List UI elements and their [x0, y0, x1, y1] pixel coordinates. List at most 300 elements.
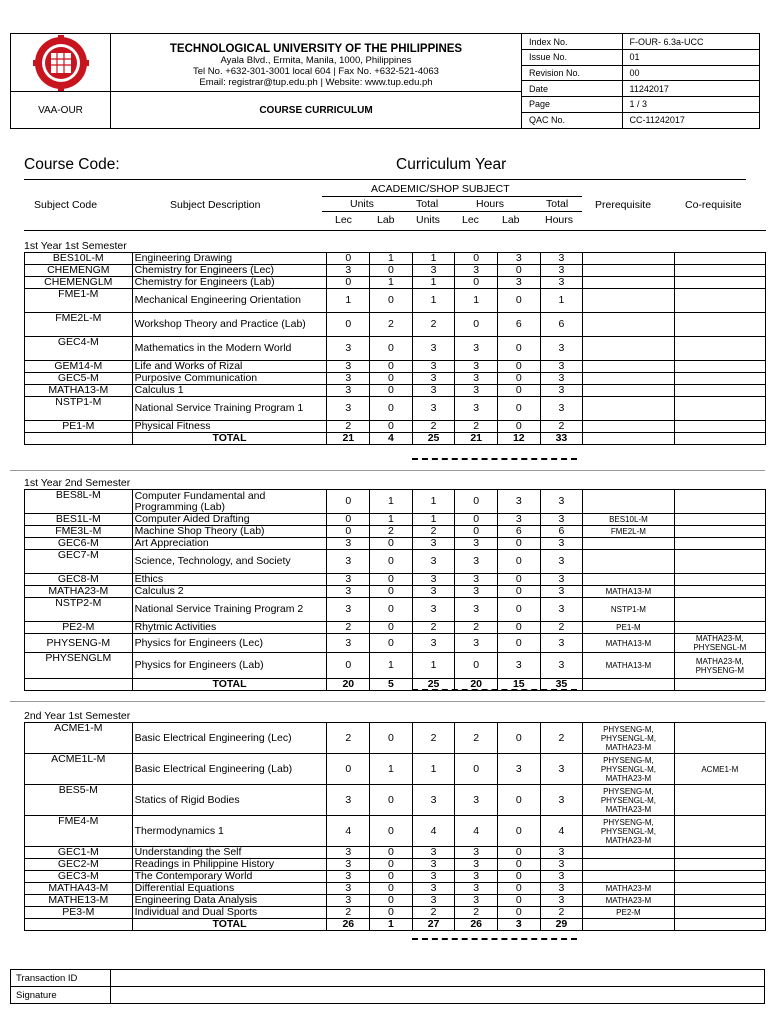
subject-code-cell: PE1-M [25, 421, 133, 433]
table-row [25, 337, 766, 361]
units-lec-cell: 2 [327, 622, 370, 634]
footer-table [10, 969, 765, 1004]
total-label: TOTAL [132, 679, 327, 691]
semester-table [24, 722, 766, 931]
subject-code-cell: GEM14-M [25, 361, 133, 373]
meta-value: 1 / 3 [622, 97, 759, 113]
hours-lec-cell: 0 [455, 490, 498, 514]
meta-value: CC-11242017 [629, 115, 685, 126]
prerequisite-cell: PHYSENG-M, PHYSENGL-M, MATHA23-M [583, 785, 674, 816]
subject-description-cell: Physical Fitness [132, 421, 327, 433]
corequisite-cell [674, 847, 765, 859]
subject-code-cell: GEC6-M [25, 538, 133, 550]
prerequisite-cell [583, 538, 674, 550]
prerequisite-cell [583, 490, 674, 514]
total-hours-cell: 3 [540, 871, 583, 883]
table-row [25, 785, 766, 816]
total-value: 26 [327, 919, 370, 931]
total-hours-cell: 3 [540, 265, 583, 277]
signature-field [111, 987, 765, 1004]
units-lec-cell: 0 [327, 277, 370, 289]
total-hours-cell: 6 [540, 313, 583, 337]
units-lec-cell: 3 [327, 337, 370, 361]
total-value: 15 [497, 679, 540, 691]
total-hours-cell: 3 [540, 574, 583, 586]
corequisite-cell [674, 514, 765, 526]
subject-code-cell: NSTP2-M [25, 598, 133, 622]
subject-description-cell: Mathematics in the Modern World [132, 337, 327, 361]
prerequisite-cell: PE1-M [583, 622, 674, 634]
total-value: 33 [540, 433, 583, 445]
prerequisite-cell: PHYSENG-M, PHYSENGL-M, MATHA23-M [583, 816, 674, 847]
subject-description-cell: Computer Fundamental and Programming (Lab) [132, 490, 327, 514]
units-lab-cell: 2 [370, 526, 413, 538]
table-row [25, 653, 766, 679]
total-hours-cell: 2 [540, 622, 583, 634]
units-lec-cell: 2 [327, 723, 370, 754]
total-units-cell: 3 [412, 385, 455, 397]
total-blank-cell [583, 433, 674, 445]
lec-header: Lec [335, 214, 352, 226]
units-lab-cell: 0 [370, 337, 413, 361]
corequisite-cell [674, 538, 765, 550]
corequisite-cell [674, 859, 765, 871]
hours-lab-cell: 3 [497, 754, 540, 785]
corequisite-cell [674, 895, 765, 907]
total-blank-cell [674, 679, 765, 691]
total-units-header-2: Units [416, 214, 440, 226]
meta-row [522, 50, 759, 66]
subject-description-cell: Engineering Data Analysis [132, 895, 327, 907]
table-row [25, 574, 766, 586]
prerequisite-cell: PHYSENG-M, PHYSENGL-M, MATHA23-M [583, 723, 674, 754]
total-blank-cell [25, 433, 133, 445]
total-hours-cell: 4 [540, 816, 583, 847]
subject-description-cell: Life and Works of Rizal [132, 361, 327, 373]
total-units-cell: 3 [412, 550, 455, 574]
units-lab-cell: 1 [370, 253, 413, 265]
subject-description-cell: Ethics [132, 574, 327, 586]
subject-description-cell: Differential Equations [132, 883, 327, 895]
table-row [25, 490, 766, 514]
subject-code-cell: PE2-M [25, 622, 133, 634]
table-row [25, 397, 766, 421]
subject-description-cell: Individual and Dual Sports [132, 907, 327, 919]
total-hours-cell: 3 [540, 514, 583, 526]
hours-lec-cell: 3 [455, 871, 498, 883]
subject-description-cell: Workshop Theory and Practice (Lab) [132, 313, 327, 337]
total-blank-cell [583, 919, 674, 931]
corequisite-cell [674, 907, 765, 919]
meta-value: F-OUR- 6.3a-UCC [622, 34, 759, 50]
hours-lab-cell: 0 [497, 723, 540, 754]
table-row [25, 265, 766, 277]
prerequisite-header: Prerequisite [595, 199, 652, 211]
hours-lec-cell: 2 [455, 421, 498, 433]
hours-lab-cell: 0 [497, 622, 540, 634]
units-lec-cell: 0 [327, 253, 370, 265]
table-row [25, 847, 766, 859]
table-row [25, 598, 766, 622]
meta-key: Page [522, 97, 622, 113]
meta-key: Index No. [522, 34, 622, 50]
hours-lec-cell: 2 [455, 907, 498, 919]
hours-lec-cell: 3 [455, 847, 498, 859]
subject-description-cell: Chemistry for Engineers (Lec) [132, 265, 327, 277]
corequisite-cell [674, 723, 765, 754]
hours-lab-cell: 0 [497, 421, 540, 433]
subject-code-cell: PHYSENG-M [25, 634, 133, 653]
hours-lec-cell: 1 [455, 289, 498, 313]
total-value: 20 [327, 679, 370, 691]
table-row [25, 622, 766, 634]
hours-lec-cell: 3 [455, 586, 498, 598]
corequisite-cell [674, 421, 765, 433]
subject-code-cell: PE3-M [25, 907, 133, 919]
hours-lec-cell: 3 [455, 538, 498, 550]
hours-lec-cell: 2 [455, 622, 498, 634]
total-hours-header: Total [546, 198, 569, 210]
subject-code-cell: GEC5-M [25, 373, 133, 385]
subject-description-cell: Understanding the Self [132, 847, 327, 859]
subject-description-cell: Thermodynamics 1 [132, 816, 327, 847]
total-hours-cell: 3 [540, 337, 583, 361]
corequisite-cell [674, 816, 765, 847]
subject-description-cell: Basic Electrical Engineering (Lec) [132, 723, 327, 754]
lab-header: Lab [377, 214, 395, 226]
prerequisite-cell [583, 550, 674, 574]
prerequisite-cell [583, 313, 674, 337]
total-value: 20 [455, 679, 498, 691]
total-units-cell: 3 [412, 847, 455, 859]
corequisite-cell: ACME1-M [674, 754, 765, 785]
total-value: 27 [412, 919, 455, 931]
subject-code-cell: MATHA13-M [25, 385, 133, 397]
prerequisite-cell: BES10L-M [583, 514, 674, 526]
subject-description-cell: National Service Training Program 1 [132, 397, 327, 421]
total-row [25, 679, 766, 691]
subject-code-cell: GEC4-M [25, 337, 133, 361]
total-value: 25 [412, 433, 455, 445]
dashed-rule [412, 458, 577, 460]
total-units-cell: 3 [412, 361, 455, 373]
units-lec-cell: 3 [327, 598, 370, 622]
transaction-id-label: Transaction ID [11, 970, 111, 987]
units-lec-cell: 3 [327, 397, 370, 421]
prerequisite-cell [583, 337, 674, 361]
corequisite-cell: MATHA23-M, PHYSENGL-M [674, 634, 765, 653]
units-lec-cell: 0 [327, 754, 370, 785]
table-row [25, 361, 766, 373]
total-hours-cell: 3 [540, 385, 583, 397]
hours-lec-cell: 0 [455, 653, 498, 679]
total-hours-cell: 3 [540, 754, 583, 785]
total-units-cell: 2 [412, 622, 455, 634]
prerequisite-cell [583, 859, 674, 871]
hours-lec-cell: 4 [455, 816, 498, 847]
total-units-cell: 3 [412, 373, 455, 385]
corequisite-cell [674, 586, 765, 598]
table-row [25, 723, 766, 754]
prerequisite-cell: MATHA13-M [583, 634, 674, 653]
prerequisite-cell: NSTP1-M [583, 598, 674, 622]
subject-code-cell: MATHA23-M [25, 586, 133, 598]
prerequisite-cell [583, 253, 674, 265]
hours-lab-cell: 6 [497, 526, 540, 538]
prerequisite-cell: MATHA13-M [583, 586, 674, 598]
university-contact: Tel No. +632-301-3001 local 604 | Fax No. +632-521-4063 [193, 66, 439, 77]
units-lec-cell: 3 [327, 574, 370, 586]
hours-lab-cell: 0 [497, 397, 540, 421]
hours-lec-cell: 0 [455, 526, 498, 538]
subject-description-cell: Statics of Rigid Bodies [132, 785, 327, 816]
hours-lab-cell: 0 [497, 574, 540, 586]
units-lab-cell: 0 [370, 847, 413, 859]
department-code: VAA-OUR [11, 92, 111, 128]
hours-lec-cell: 0 [455, 514, 498, 526]
prerequisite-cell: PE2-M [583, 907, 674, 919]
total-units-cell: 3 [412, 397, 455, 421]
total-row [25, 433, 766, 445]
hours-lec-cell: 3 [455, 397, 498, 421]
total-value: 1 [370, 919, 413, 931]
units-lec-cell: 3 [327, 385, 370, 397]
total-label: TOTAL [132, 433, 327, 445]
prerequisite-cell [583, 289, 674, 313]
units-lab-cell: 0 [370, 538, 413, 550]
hours-lec-header: Lec [462, 214, 479, 226]
units-lab-cell: 0 [370, 361, 413, 373]
meta-key: Revision No. [522, 65, 622, 81]
subject-description-cell: Art Appreciation [132, 538, 327, 550]
table-row [25, 634, 766, 653]
total-value: 26 [455, 919, 498, 931]
units-lab-cell: 0 [370, 634, 413, 653]
total-label: TOTAL [132, 919, 327, 931]
subject-code-cell: FME4-M [25, 816, 133, 847]
total-value: 12 [497, 433, 540, 445]
total-hours-cell: 3 [540, 361, 583, 373]
total-hours-cell: 3 [540, 397, 583, 421]
prerequisite-cell [583, 277, 674, 289]
meta-row [522, 65, 759, 81]
units-lec-cell: 3 [327, 586, 370, 598]
subject-code-cell: ACME1-M [25, 723, 133, 754]
corequisite-cell [674, 574, 765, 586]
meta-row [522, 81, 759, 97]
subject-description-cell: Purposive Communication [132, 373, 327, 385]
units-lec-cell: 2 [327, 421, 370, 433]
meta-value: 01 [622, 50, 759, 66]
hours-lab-cell: 0 [497, 895, 540, 907]
prerequisite-cell [583, 361, 674, 373]
prerequisite-cell [583, 385, 674, 397]
meta-value: 11242017 [622, 81, 759, 97]
meta-key: Date [522, 81, 622, 97]
units-lec-cell: 4 [327, 816, 370, 847]
total-hours-cell: 3 [540, 538, 583, 550]
total-units-cell: 3 [412, 598, 455, 622]
hours-lec-cell: 0 [455, 313, 498, 337]
subject-description-cell: Calculus 2 [132, 586, 327, 598]
total-hours-cell: 1 [540, 289, 583, 313]
hours-lec-cell: 3 [455, 265, 498, 277]
table-row [25, 289, 766, 313]
table-row [25, 514, 766, 526]
total-hours-cell: 3 [540, 883, 583, 895]
units-lab-cell: 0 [370, 265, 413, 277]
hours-lab-cell: 0 [497, 373, 540, 385]
table-row [25, 313, 766, 337]
university-address: Ayala Blvd., Ermita, Manila, 1000, Philippines [220, 55, 412, 66]
corequisite-cell [674, 361, 765, 373]
subject-code-cell: GEC1-M [25, 847, 133, 859]
total-blank-cell [25, 679, 133, 691]
table-row [25, 421, 766, 433]
total-hours-cell: 2 [540, 421, 583, 433]
corequisite-cell [674, 253, 765, 265]
corequisite-cell [674, 277, 765, 289]
subject-code-cell: FME1-M [25, 289, 133, 313]
hours-lec-cell: 3 [455, 895, 498, 907]
subject-code-header: Subject Code [34, 199, 98, 211]
total-value: 29 [540, 919, 583, 931]
university-block [111, 34, 521, 92]
units-lec-cell: 3 [327, 265, 370, 277]
subject-code-cell: MATHA43-M [25, 883, 133, 895]
units-lab-cell: 0 [370, 550, 413, 574]
corequisite-cell [674, 871, 765, 883]
university-logo [11, 34, 111, 92]
total-units-cell: 3 [412, 538, 455, 550]
total-units-cell: 3 [412, 574, 455, 586]
total-units-cell: 3 [412, 883, 455, 895]
hours-lab-cell: 0 [497, 361, 540, 373]
table-row [25, 871, 766, 883]
subject-description-cell: Engineering Drawing [132, 253, 327, 265]
course-code-label: Course Code: [24, 156, 120, 173]
corequisite-cell [674, 598, 765, 622]
meta-value: 00 [622, 65, 759, 81]
table-row [25, 385, 766, 397]
subject-code-cell: GEC3-M [25, 871, 133, 883]
hours-lec-cell: 3 [455, 598, 498, 622]
hours-lab-cell: 0 [497, 859, 540, 871]
total-row [25, 919, 766, 931]
prerequisite-cell: MATHA23-M [583, 883, 674, 895]
units-lab-cell: 0 [370, 883, 413, 895]
hours-lab-header: Lab [502, 214, 520, 226]
total-value: 5 [370, 679, 413, 691]
corequisite-cell [674, 785, 765, 816]
units-lab-cell: 0 [370, 289, 413, 313]
tup-seal-icon [33, 35, 89, 91]
hours-lec-cell: 3 [455, 385, 498, 397]
subject-code-cell: FME2L-M [25, 313, 133, 337]
hours-header: Hours [476, 198, 505, 210]
units-lab-cell: 0 [370, 723, 413, 754]
units-lab-cell: 1 [370, 653, 413, 679]
corequisite-cell [674, 622, 765, 634]
hours-lec-cell: 0 [455, 277, 498, 289]
prerequisite-cell [583, 265, 674, 277]
corequisite-header: Co-requisite [685, 199, 742, 211]
divider [24, 230, 766, 231]
total-hours-cell: 2 [540, 723, 583, 754]
subject-description-cell: National Service Training Program 2 [132, 598, 327, 622]
units-lec-cell: 2 [327, 907, 370, 919]
corequisite-cell [674, 265, 765, 277]
semester-title: 1st Year 1st Semester [24, 240, 127, 252]
prerequisite-cell: MATHA23-M [583, 895, 674, 907]
subject-description-cell: Rhytmic Activities [132, 622, 327, 634]
total-units-cell: 2 [412, 313, 455, 337]
meta-row [522, 34, 759, 50]
total-value: 21 [327, 433, 370, 445]
subject-code-cell: FME3L-M [25, 526, 133, 538]
total-units-cell: 1 [412, 490, 455, 514]
signature-label: Signature [11, 987, 111, 1004]
total-hours-cell: 3 [540, 847, 583, 859]
subject-description-cell: Basic Electrical Engineering (Lab) [132, 754, 327, 785]
document-header [10, 33, 760, 129]
units-lec-cell: 0 [327, 313, 370, 337]
table-row [25, 907, 766, 919]
total-units-cell: 3 [412, 785, 455, 816]
subject-description-cell: Machine Shop Theory (Lab) [132, 526, 327, 538]
hours-lab-cell: 0 [497, 265, 540, 277]
semester-table [24, 489, 766, 691]
units-lab-cell: 0 [370, 385, 413, 397]
total-units-cell: 3 [412, 337, 455, 361]
hours-lab-cell: 0 [497, 816, 540, 847]
total-units-cell: 3 [412, 586, 455, 598]
total-hours-cell: 3 [540, 490, 583, 514]
subject-code-cell: MATHE13-M [25, 895, 133, 907]
total-hours-cell: 3 [540, 634, 583, 653]
subject-code-cell: NSTP1-M [25, 397, 133, 421]
total-value: 4 [370, 433, 413, 445]
hours-lec-cell: 3 [455, 361, 498, 373]
units-lab-cell: 0 [370, 895, 413, 907]
units-lec-cell: 3 [327, 550, 370, 574]
course-row [24, 156, 744, 178]
table-row [25, 895, 766, 907]
total-units-cell: 2 [412, 907, 455, 919]
corequisite-cell [674, 490, 765, 514]
prerequisite-cell [583, 574, 674, 586]
subject-description-cell: Mechanical Engineering Orientation [132, 289, 327, 313]
meta-row [522, 112, 759, 128]
total-hours-cell: 3 [540, 550, 583, 574]
hours-lec-cell: 3 [455, 634, 498, 653]
total-hours-cell: 3 [540, 253, 583, 265]
units-lab-cell: 0 [370, 586, 413, 598]
corequisite-cell [674, 397, 765, 421]
divider [10, 470, 765, 471]
hours-lab-cell: 3 [497, 514, 540, 526]
corequisite-cell [674, 313, 765, 337]
total-units-cell: 1 [412, 253, 455, 265]
total-units-cell: 1 [412, 289, 455, 313]
total-value: 35 [540, 679, 583, 691]
units-lec-cell: 3 [327, 361, 370, 373]
table-row [25, 277, 766, 289]
total-units-header: Total [416, 198, 439, 210]
units-lab-cell: 0 [370, 871, 413, 883]
table-row [25, 253, 766, 265]
total-units-cell: 4 [412, 816, 455, 847]
